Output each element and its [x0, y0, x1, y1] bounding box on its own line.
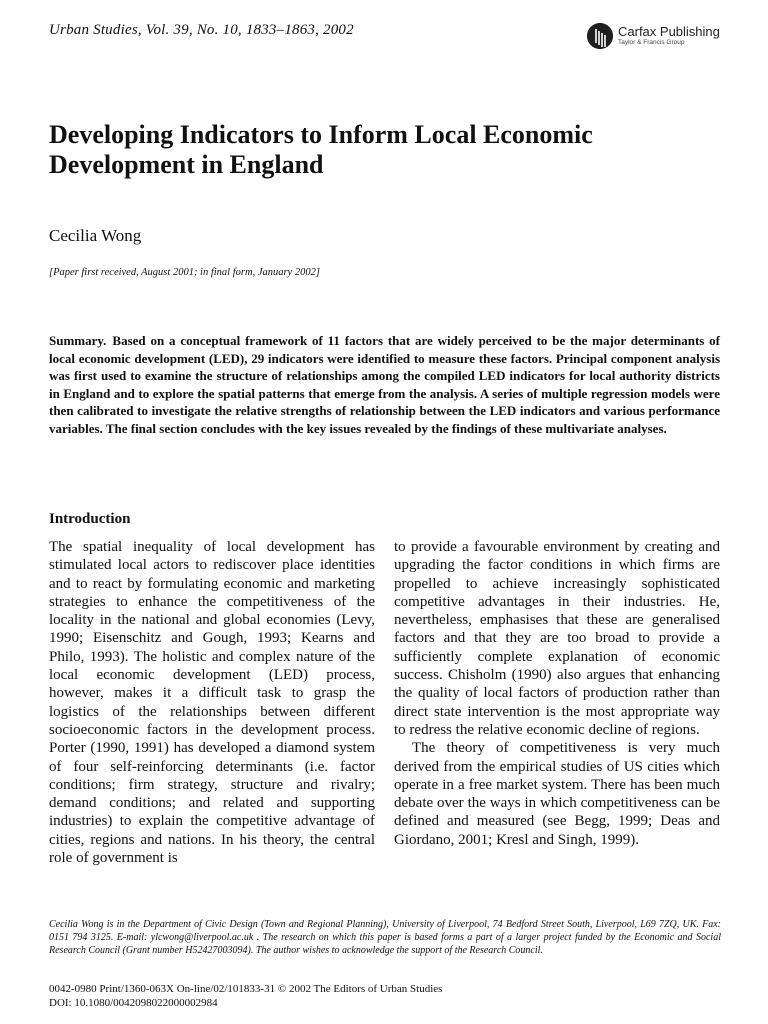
paragraph-right-1: to provide a favourable environment by creating and upgrading the factor conditions in which firms are propelled to achieve increasingly sophisticated competitive advantages in their industries. He, nevertheless, emphasises that these are generalised factors and that they are too broad to provide a sufficiently complete explanation of economic success. Chisholm (1990) also argues that enhancing the quality of local factors of production rather than direct state intervention is the most appropriate way to redress the relative economic decline of regions. [394, 539, 720, 738]
paragraph-right-2: The theory of competitiveness is very much derived from the empirical studies of US cities which operate in a free market system. There has been much debate over the ways in which competitiveness can be defined and measured (see Begg, 1999; Deas and Giordano, 2001; Kresl and Singh, 1999). [394, 740, 720, 848]
body-column-right [394, 538, 720, 849]
publisher-branding [587, 22, 720, 50]
publication-identifiers [49, 982, 442, 1010]
received-note: [Paper first received, August 2001; in final form, January 2002] [49, 267, 320, 278]
publisher-group: Taylor & Francis Group [618, 39, 685, 47]
summary-label: Summary. [49, 333, 107, 348]
carfax-logo-icon [587, 23, 613, 49]
author-name: Cecilia Wong [49, 226, 142, 245]
publisher-name: Carfax Publishing [618, 24, 720, 40]
section-heading-introduction: Introduction [49, 511, 131, 527]
body-column-left [49, 538, 375, 867]
summary-abstract [49, 332, 720, 437]
author-footnote: Cecilia Wong is in the Department of Civic Design (Town and Regional Planning), University of Liverpool, 74 Bedford Street South, Liverpool, L69 7ZQ, UK. Fax: 0151 794 3125. E-mail: ylcwong@liverpool.ac.uk . The research on which this paper is based forms a part of a larger project funded by the Economic and Social Research Council (Grant number H52427003094). The author wishes to acknowledge the support of the Research Council. [49, 919, 721, 956]
article-title: Developing Indicators to Inform Local Economic Development in England [49, 120, 593, 179]
summary-text: Based on a conceptual framework of 11 factors that are widely perceived to be the major determinants of local economic development (LED), 29 indicators were identified to measure these factors. Principal component analysis was first used to examine the structure of relationships among the compiled LED indicators for local authority districts in England and to explore the spatial patterns that emerge from the analysis. A series of multiple regression models were then calibrated to investigate the relative strengths of relationship between the LED indicators and various performance variables. The final section concludes with the key issues revealed by the findings of these multivariate analyses. [49, 333, 720, 436]
issn-line: 0042-0980 Print/1360-063X On-line/02/101833-31 © 2002 The Editors of Urban Studies [49, 983, 443, 995]
doi-line: DOI: 10.1080/0042098022000002984 [49, 997, 218, 1009]
paragraph-left: The spatial inequality of local development has stimulated local actors to rediscover place identities and to react by formulating economic and marketing strategies to enhance the competitiveness of the locality in the national and global economies (Levy, 1990; Eisenschitz and Gough, 1993; Kearns and Philo, 1993). The holistic and complex nature of the local economic development (LED) process, however, makes it a difficult task to grasp the logistics of the relationships between different socioeconomic factors in the development process. Porter (1990, 1991) has developed a diamond system of four self-reinforcing determinants (i.e. factor conditions; firm strategy, structure and rivalry; demand conditions; and related and supporting industries) to explain the competitive advantage of cities, regions and nations. In his theory, the central role of government is [49, 539, 375, 867]
journal-citation: Urban Studies, Vol. 39, No. 10, 1833–1863, 2002 [49, 22, 354, 38]
